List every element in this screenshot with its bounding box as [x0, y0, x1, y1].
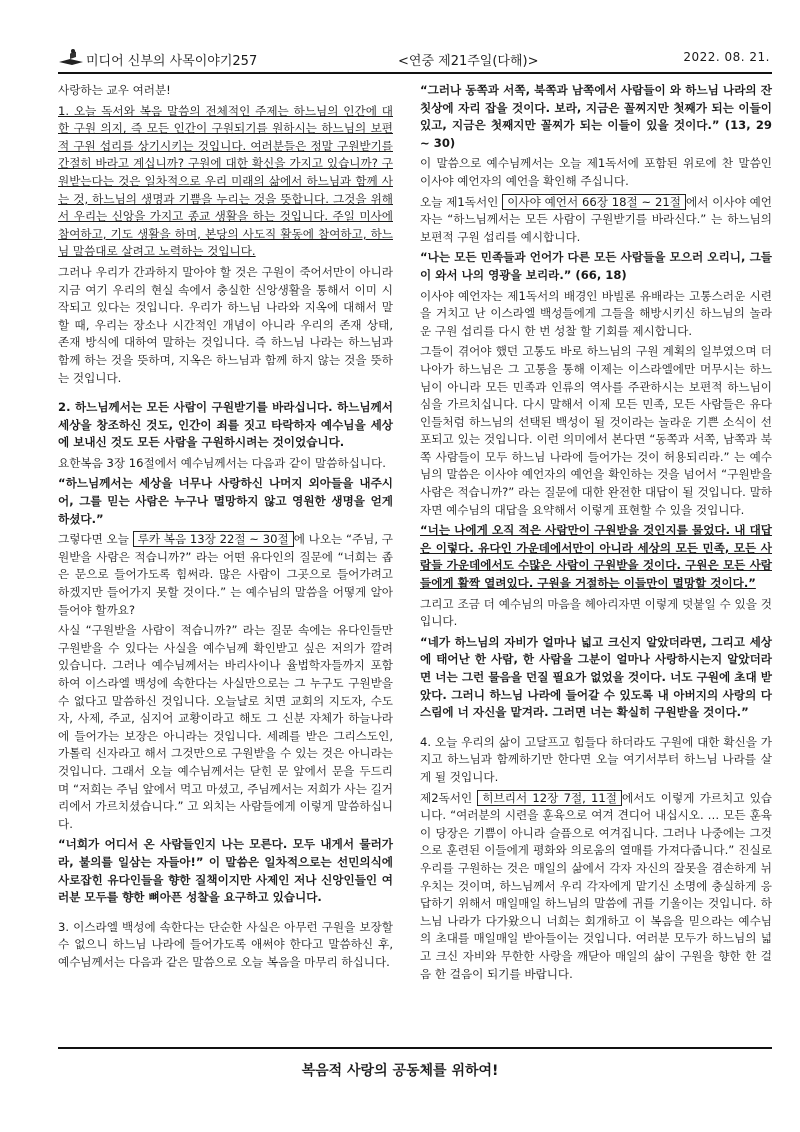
- paragraph: [58, 103, 393, 261]
- paragraph-text: 제2독서인: [420, 790, 473, 805]
- right-column: [420, 82, 772, 986]
- paragraph-text: 그렇다면 오늘: [58, 532, 129, 547]
- scripture-reference: 히브리서 12장 7절, 11절: [477, 790, 622, 806]
- paragraph: 3. 이스라엘 백성에 속한다는 단순한 사실은 아무런 구원을 보장할 수 없으니 하느님 나라에 들어가도록 애써야 한다고 말씀하신 후, 예수님께서는 다음과 같은 말씀으로 오늘 복음을 마무리 하십니다.: [58, 919, 393, 969]
- paragraph: 요한복음 3장 16절에서 예수님께서는 다음과 같이 말씀하십니다.: [58, 455, 386, 470]
- paragraph: 사실 “구원받을 사람이 적습니까?” 라는 질문 속에는 유다인들만 구원받을 수 있다는 사실을 예수님께 확인받고 싶은 저의가 깔려 있습니다. 그러나 예수님께서는 바리사이나 율법학자들까지 포함하여 이스라엘 백성에 속한다는 사실만으로는 그 누구도 구원받을 수 없다고 말씀하신 것입니다. 오늘날로 치면 교회의 지도자, 수도자, 사제, 주교, 심지어 교황이라고 해도 그 신분 자체가 하늘나라에 들어가는 보장은 아니라는 것입니다. 세례를 받은 그리스도인, 가톨릭 신자라고 해서 그것만으로 구원받을 수 있는 것은 아니라는 것입니다. 그래서 오늘 예수님께서는 닫힌 문 앞에서 문을 두드리며 “저희는 주님 앞에서 먹고 마셨고, 주님께서는 저희가 사는 길거리에서 가르치셨습니다.” 고 외치는 사람들에게 이렇게 말씀하십니다.: [58, 623, 393, 831]
- paragraph-text: 에서도 이렇게 가르치고 있습니다. “여러분의 시련을 훈육으로 여겨 견디어 내십시오. … 모든 훈육이 당장은 기쁨이 아니라 슬픔으로 여겨집니다. 그러나 나중에는 그것으로 훈련된 이들에게 평화와 의로움의 열매를 가져다줍니다.” 진실로 우리를 구원하는 것은 매일의 삶에서 각자 자신의 잘못을 겸손하게 뉘우치는 것이며, 하느님께서 우리 각자에게 맡기신 소명에 충실하게 응답하기 위해서 매일매일 하느님의 말씀에 귀를 기울이는 것입니다. 하느님 나라가 다가왔으니 너희는 회개하고 이 복음을 믿으라는 예수님의 초대를 매일매일 받아들이는 것입니다. 여러분 모두가 하느님의 넓고 크신 자비와 무한한 사랑을 깨닫아 매일의 삶이 구원을 향한 한 걸음 한 걸음이 되기를 바랍니다.: [420, 790, 773, 981]
- scripture-reference: 루카 복음 13장 22절 ~ 30절: [133, 531, 294, 547]
- paragraph: [58, 531, 393, 619]
- paragraph: 이 말씀으로 예수님께서는 오늘 제1독서에 포함된 위로에 찬 말씀인 이사야 예언자의 예언을 확인해 주십니다.: [420, 156, 772, 188]
- paragraph: 4. 오늘 우리의 삶이 고달프고 힘들다 하더라도 구원에 대한 확신을 가지고 하느님과 함께하기만 한다면 오늘 여기서부터 하느님 나라를 살게 될 것입니다.: [420, 734, 772, 784]
- header-rule: [58, 72, 772, 74]
- paragraph: 그리고 조금 더 예수님의 마음을 헤아리자면 이렇게 덧붙일 수 있을 것입니다.: [420, 596, 772, 629]
- paragraph: [420, 790, 772, 984]
- paragraph-text: 에서 이사야 예언자는 “하느님께서는 모든 사람이 구원받기를 바라신다.” 는 하느님의 보편적 구원 섭리를 예시합니다.: [420, 194, 773, 244]
- scripture-quote: “나는 모든 민족들과 언어가 다른 모든 사람들을 모으러 오리니, 그들이 와서 나의 영광을 보리라.” (66, 18): [420, 250, 772, 282]
- paragraph: 이사야 예언자는 제1독서의 배경인 바빌론 유배라는 고통스러운 시련을 거치고 난 이스라엘 백성들에게 그들을 해방시키신 하느님의 놀라운 구원 섭리를 다시 한 번 성찰 할 기회를 제시합니다.: [420, 288, 772, 338]
- footer-rule: [58, 1047, 772, 1049]
- header-date: 2022. 08. 21.: [683, 50, 770, 64]
- page-header: [58, 46, 770, 72]
- header-title: 미디어 신부의 사목이야기257: [86, 54, 258, 69]
- paragraph: [420, 194, 772, 247]
- scripture-quote: “그러나 동쪽과 서쪽, 북쪽과 남쪽에서 사람들이 와 하느님 나라의 잔칫상에 자리 잡을 것이다. 보라, 지금은 꼴찌지만 첫째가 되는 이들이 있고, 지금은 첫째지만 꼴찌가 되는 이들이 있을 것이다.” (13, 29 ~ 30): [420, 83, 772, 150]
- paragraph: 그들이 겪어야 했던 고통도 바로 하느님의 구원 계획의 일부였으며 더 나아가 하느님은 그 고통을 통해 이제는 이스라엘에만 머무시는 하느님이 아니라 모든 민족과 인류의 역사를 주관하시는 보편적 하느님이심을 가르치십니다. 다시 말해서 이제 모든 민족, 모든 사람들은 유다인들처럼 하느님의 선택된 백성이 될 것이라는 놀라운 기쁜 소식이 선포되고 있는 것입니다. 이런 의미에서 본다면 “동쪽과 서쪽, 남쪽과 북쪽 사람들이 모두 하느님 나라에 들어가는 것이 허용되리라.” 는 예수님의 말씀은 이사야 예언자의 예언을 확인하는 것을 넘어서 “구원받을 사람은 적습니까?” 라는 질문에 대한 완전한 대답이 될 것입니다. 말하자면 예수님의 대답을 요약해서 이렇게 표현할 수 있을 것입니다.: [420, 344, 772, 517]
- greeting: 사랑하는 교우 여러분!: [58, 83, 171, 97]
- header-sunday: <연중 제21주일(다해)>: [398, 54, 539, 69]
- scripture-quote: “너희가 어디서 온 사람들인지 나는 모른다. 모두 내게서 물러가라, 불의를 일삼는 자들아!” 이 말씀은 일차적으로는 선민의식에 사로잡힌 유다인들을 향한 질책이지만 사제인 저나 신앙인들인 여러분 모두를 향한 뼈아픈 성찰을 요구하고 있습니다.: [58, 837, 393, 905]
- footer-motto: 복음적 사랑의 공동체를 위하여!: [301, 1063, 499, 1079]
- scripture-quote: “너는 나에게 오직 적은 사람만이 구원받을 것인지를 물었다. 내 대답은 이렇다. 유다인 가운데에서만이 아니라 세상의 모든 민족, 모든 사람들 가운데에서도 수많은 사람이 구원받을 것이다. 구원은 모든 사람들에게 활짝 열려있다. 구원을 거절하는 이들만이 멸망할 것이다.”: [420, 523, 772, 591]
- paragraph-text: 에 나오는 “주님, 구원받을 사람은 적습니까?” 라는 어떤 유다인의 질문에 “너희는 좁은 문으로 들어가도록 힘써라. 많은 사람이 그곳으로 들어가려고 하겠지만 들어가지 못할 것이다.” 는 예수님의 말씀을 어떻게 알아들어야 할까요?: [58, 532, 393, 617]
- paragraph-text: 오늘 제1독서인: [420, 194, 499, 209]
- scripture-quote: “네가 하느님의 자비가 얼마나 넓고 크신지 알았더라면, 그리고 세상에 태어난 한 사람, 한 사람을 그분이 얼마나 사랑하시는지 알았더라면 너는 그런 물음을 던질 필요가 없었을 것이다. 너도 구원에 초대 받았다. 그러니 하느님 나라에 들어갈 수 있도록 내 아버지의 사랑의 다스림에 너 자신을 맡겨라. 그러면 너는 확실히 구원받을 것이다.”: [420, 634, 772, 720]
- paragraph: 그러나 우리가 간과하지 말아야 할 것은 구원이 죽어서만이 아니라 지금 여기 우리의 현실 속에서 충실한 신앙생활을 통해서 이미 시작되고 있다는 것입니다. 우리가 하느님 나라와 지옥에 대해서 말할 때, 우리는 장소나 시간적인 개념이 아니라 우리의 존재 상태, 존재 방식에 대하여 말하는 것입니다. 즉 하느님 나라는 하느님과 함께 하는 것을 뜻하며, 지옥은 하느님과 함께 하지 않는 것을 뜻하는 것입니다.: [58, 264, 393, 385]
- paragraph-text: 1. 오늘 독서와 복음 말씀의 전체적인 주제는 하느님의 인간에 대한 구원 의지, 즉 모든 인간이 구원되기를 원하시는 하느님의 보편적 구원 섭리를 상기시키는 것입니다. 여러분들은 정말 구원받기를 간절히 바라고 계십니까? 구원에 대한 확신을 가지고 있습니까? 구원받는다는 것은 일차적으로 우리 미래의 삶에서 하느님과 함께 사는 것, 하느님의 생명과 기쁨을 누리는 것을 뜻합니다. 그것을 위해서 우리는 신앙을 가지고 종교 생활을 하는 것입니다. 주일 미사에 참여하고, 기도 생활을 하며, 본당의 사도직 활동에 참여하고, 하느님 말씀대로 살려고 노력하는 것입니다.: [58, 103, 393, 259]
- left-column: [58, 82, 393, 975]
- scripture-reference: 이사야 예언서 66장 18절 ~ 21절: [502, 194, 686, 210]
- scripture-quote: “하느님께서는 세상을 너무나 사랑하신 나머지 외아들을 내주시어, 그를 믿는 사람은 누구나 멸망하지 않고 영원한 생명을 얻게 하셨다.”: [58, 476, 393, 526]
- section-heading: 2. 하느님께서는 모든 사람이 구원받기를 바라십니다. 하느님께서 세상을 창조하신 것도, 인간이 죄를 짓고 타락하자 예수님을 세상에 보내신 것도 모든 사람을 구원하시려는 것이었습니다.: [58, 400, 393, 450]
- bible-book-icon: [58, 48, 84, 66]
